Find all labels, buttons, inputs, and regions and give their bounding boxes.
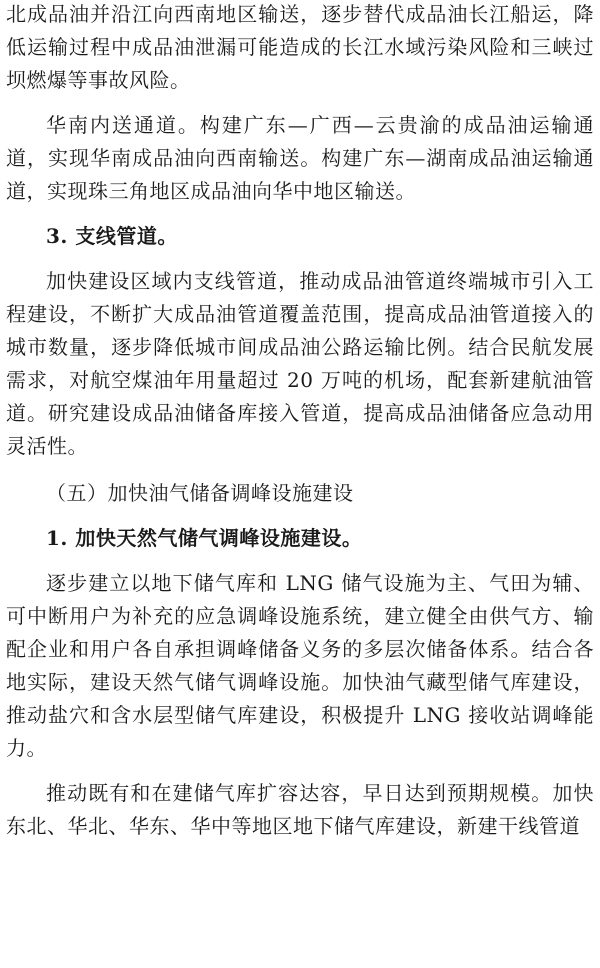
paragraph-gas-storage-system: 逐步建立以地下储气库和 LNG 储气设施为主、气田为辅、可中断用户为补充的应急调峰设施系统，建立健全由供气方、输配企业和用户各自承担调峰储备义务的多层次储备体系。结合各地实际，建设天然气储气调峰设施。加快油气藏型储气库建设，推动盐穴和含水层型储气库建设，积极提升 LNG 接收站调峰能力。 bbox=[6, 571, 594, 760]
heading-gas-storage: 1. 加快天然气储气调峰设施建设。 bbox=[46, 526, 363, 550]
paragraph-storage-expansion: 推动既有和在建储气库扩容达容，早日达到预期规模。加快东北、华北、华东、华中等地区地下储气库建设，新建干线管道 bbox=[6, 781, 594, 838]
paragraph-south-china-channel: 华南内送通道。构建广东—广西—云贵渝的成品油运输通道，实现华南成品油向西南输送。构建广东—湖南成品油运输通道，实现珠三角地区成品油向华中地区输送。 bbox=[6, 113, 594, 203]
paragraph-continuation: 北成品油并沿江向西南地区输送，逐步替代成品油长江船运，降低运输过程中成品油泄漏可能造成的长江水域污染风险和三峡过坝燃爆等事故风险。 bbox=[6, 2, 594, 92]
heading-storage-facilities: （五）加快油气储备调峰设施建设 bbox=[46, 481, 354, 505]
paragraph-branch-pipelines: 加快建设区域内支线管道，推动成品油管道终端城市引入工程建设，不断扩大成品油管道覆盖范围，提高成品油管道接入的城市数量，逐步降低城市间成品油公路运输比例。结合民航发展需求，对航空煤油年用量超过 20 万吨的机场，配套新建航油管道。研究建设成品油储备库接入管道，提高成品油储备应急动用灵活性。 bbox=[6, 269, 594, 458]
heading-branch-pipelines: 3. 支线管道。 bbox=[46, 224, 178, 248]
